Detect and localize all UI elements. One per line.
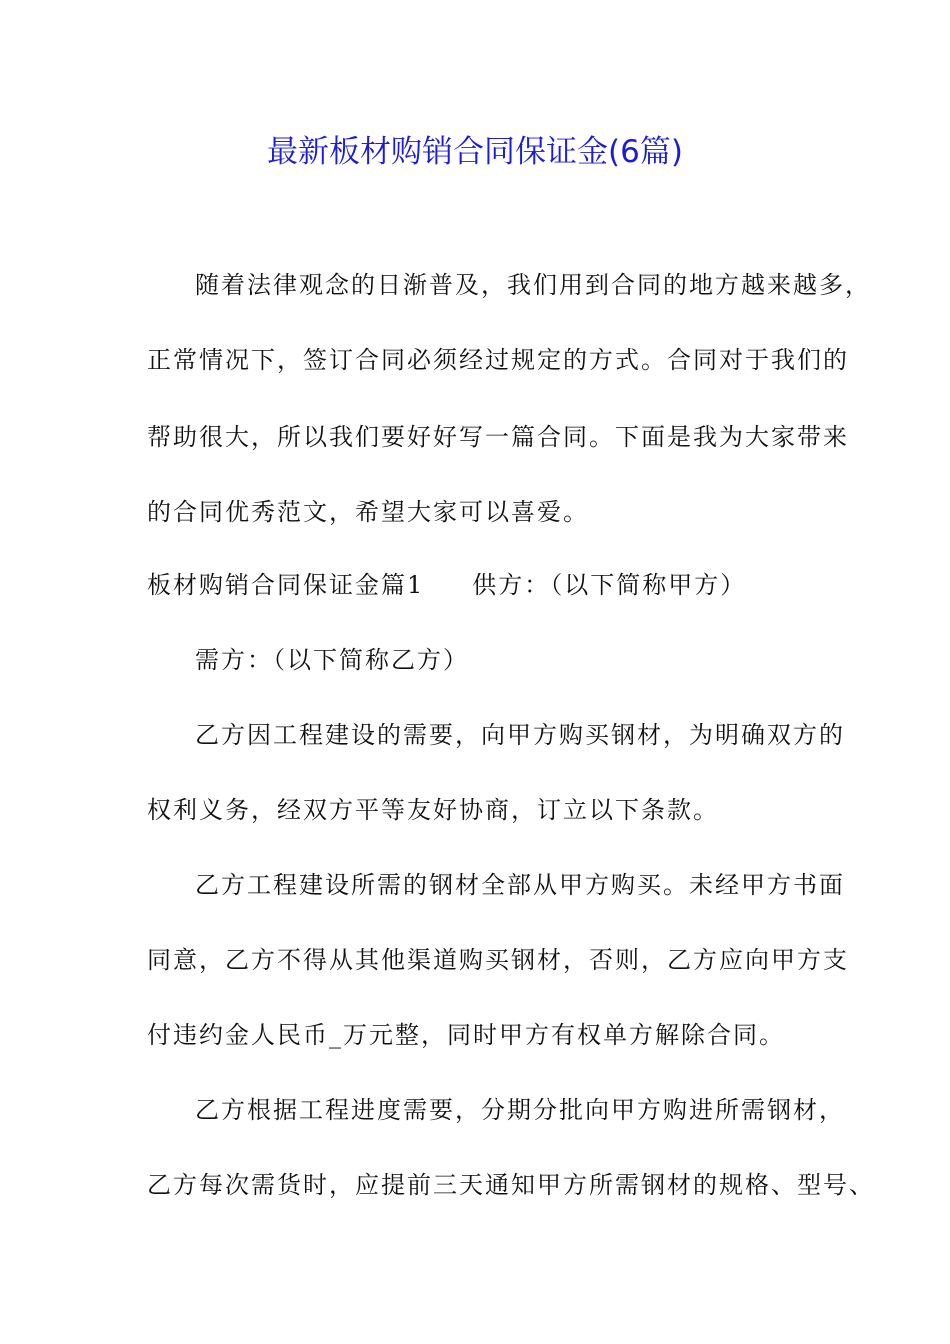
paragraph1-line-1: 乙方因工程建设的需要，向甲方购买钢材，为明确双方的 (195, 721, 845, 749)
intro-line-4: 的合同优秀范文，希望大家可以喜爱。 (147, 498, 589, 526)
paragraph2-line-2: 同意，乙方不得从其他渠道购买钢材，否则，乙方应向甲方支 (147, 946, 849, 974)
section-heading: 板材购销合同保证金篇1 (147, 571, 425, 599)
intro-line-3: 帮助很大，所以我们要好好写一篇合同。下面是我为大家带来 (147, 423, 849, 451)
document-title: 最新板材购销合同保证金(6篇) (267, 134, 683, 170)
paragraph1-line-2: 权利义务，经双方平等友好协商，订立以下条款。 (147, 796, 719, 824)
paragraph2-line-1: 乙方工程建设所需的钢材全部从甲方购买。未经甲方书面 (195, 871, 845, 899)
supplier-label: 供方：（以下简称甲方） (472, 571, 747, 599)
section-heading-line (147, 568, 746, 602)
paragraph3-line-1: 乙方根据工程进度需要，分期分批向甲方购进所需钢材， (195, 1096, 845, 1124)
paragraph2-line-3: 付违约金人民币_万元整，同时甲方有权单方解除合同。 (147, 1021, 785, 1049)
buyer-label: 需方：（以下简称乙方） (195, 646, 469, 674)
intro-line-1: 随着法律观念的日渐普及，我们用到合同的地方越来越多， (195, 271, 871, 299)
paragraph3-line-2: 乙方每次需货时，应提前三天通知甲方所需钢材的规格、型号、 (147, 1171, 875, 1199)
intro-line-2: 正常情况下，签订合同必须经过规定的方式。合同对于我们的 (147, 346, 849, 374)
